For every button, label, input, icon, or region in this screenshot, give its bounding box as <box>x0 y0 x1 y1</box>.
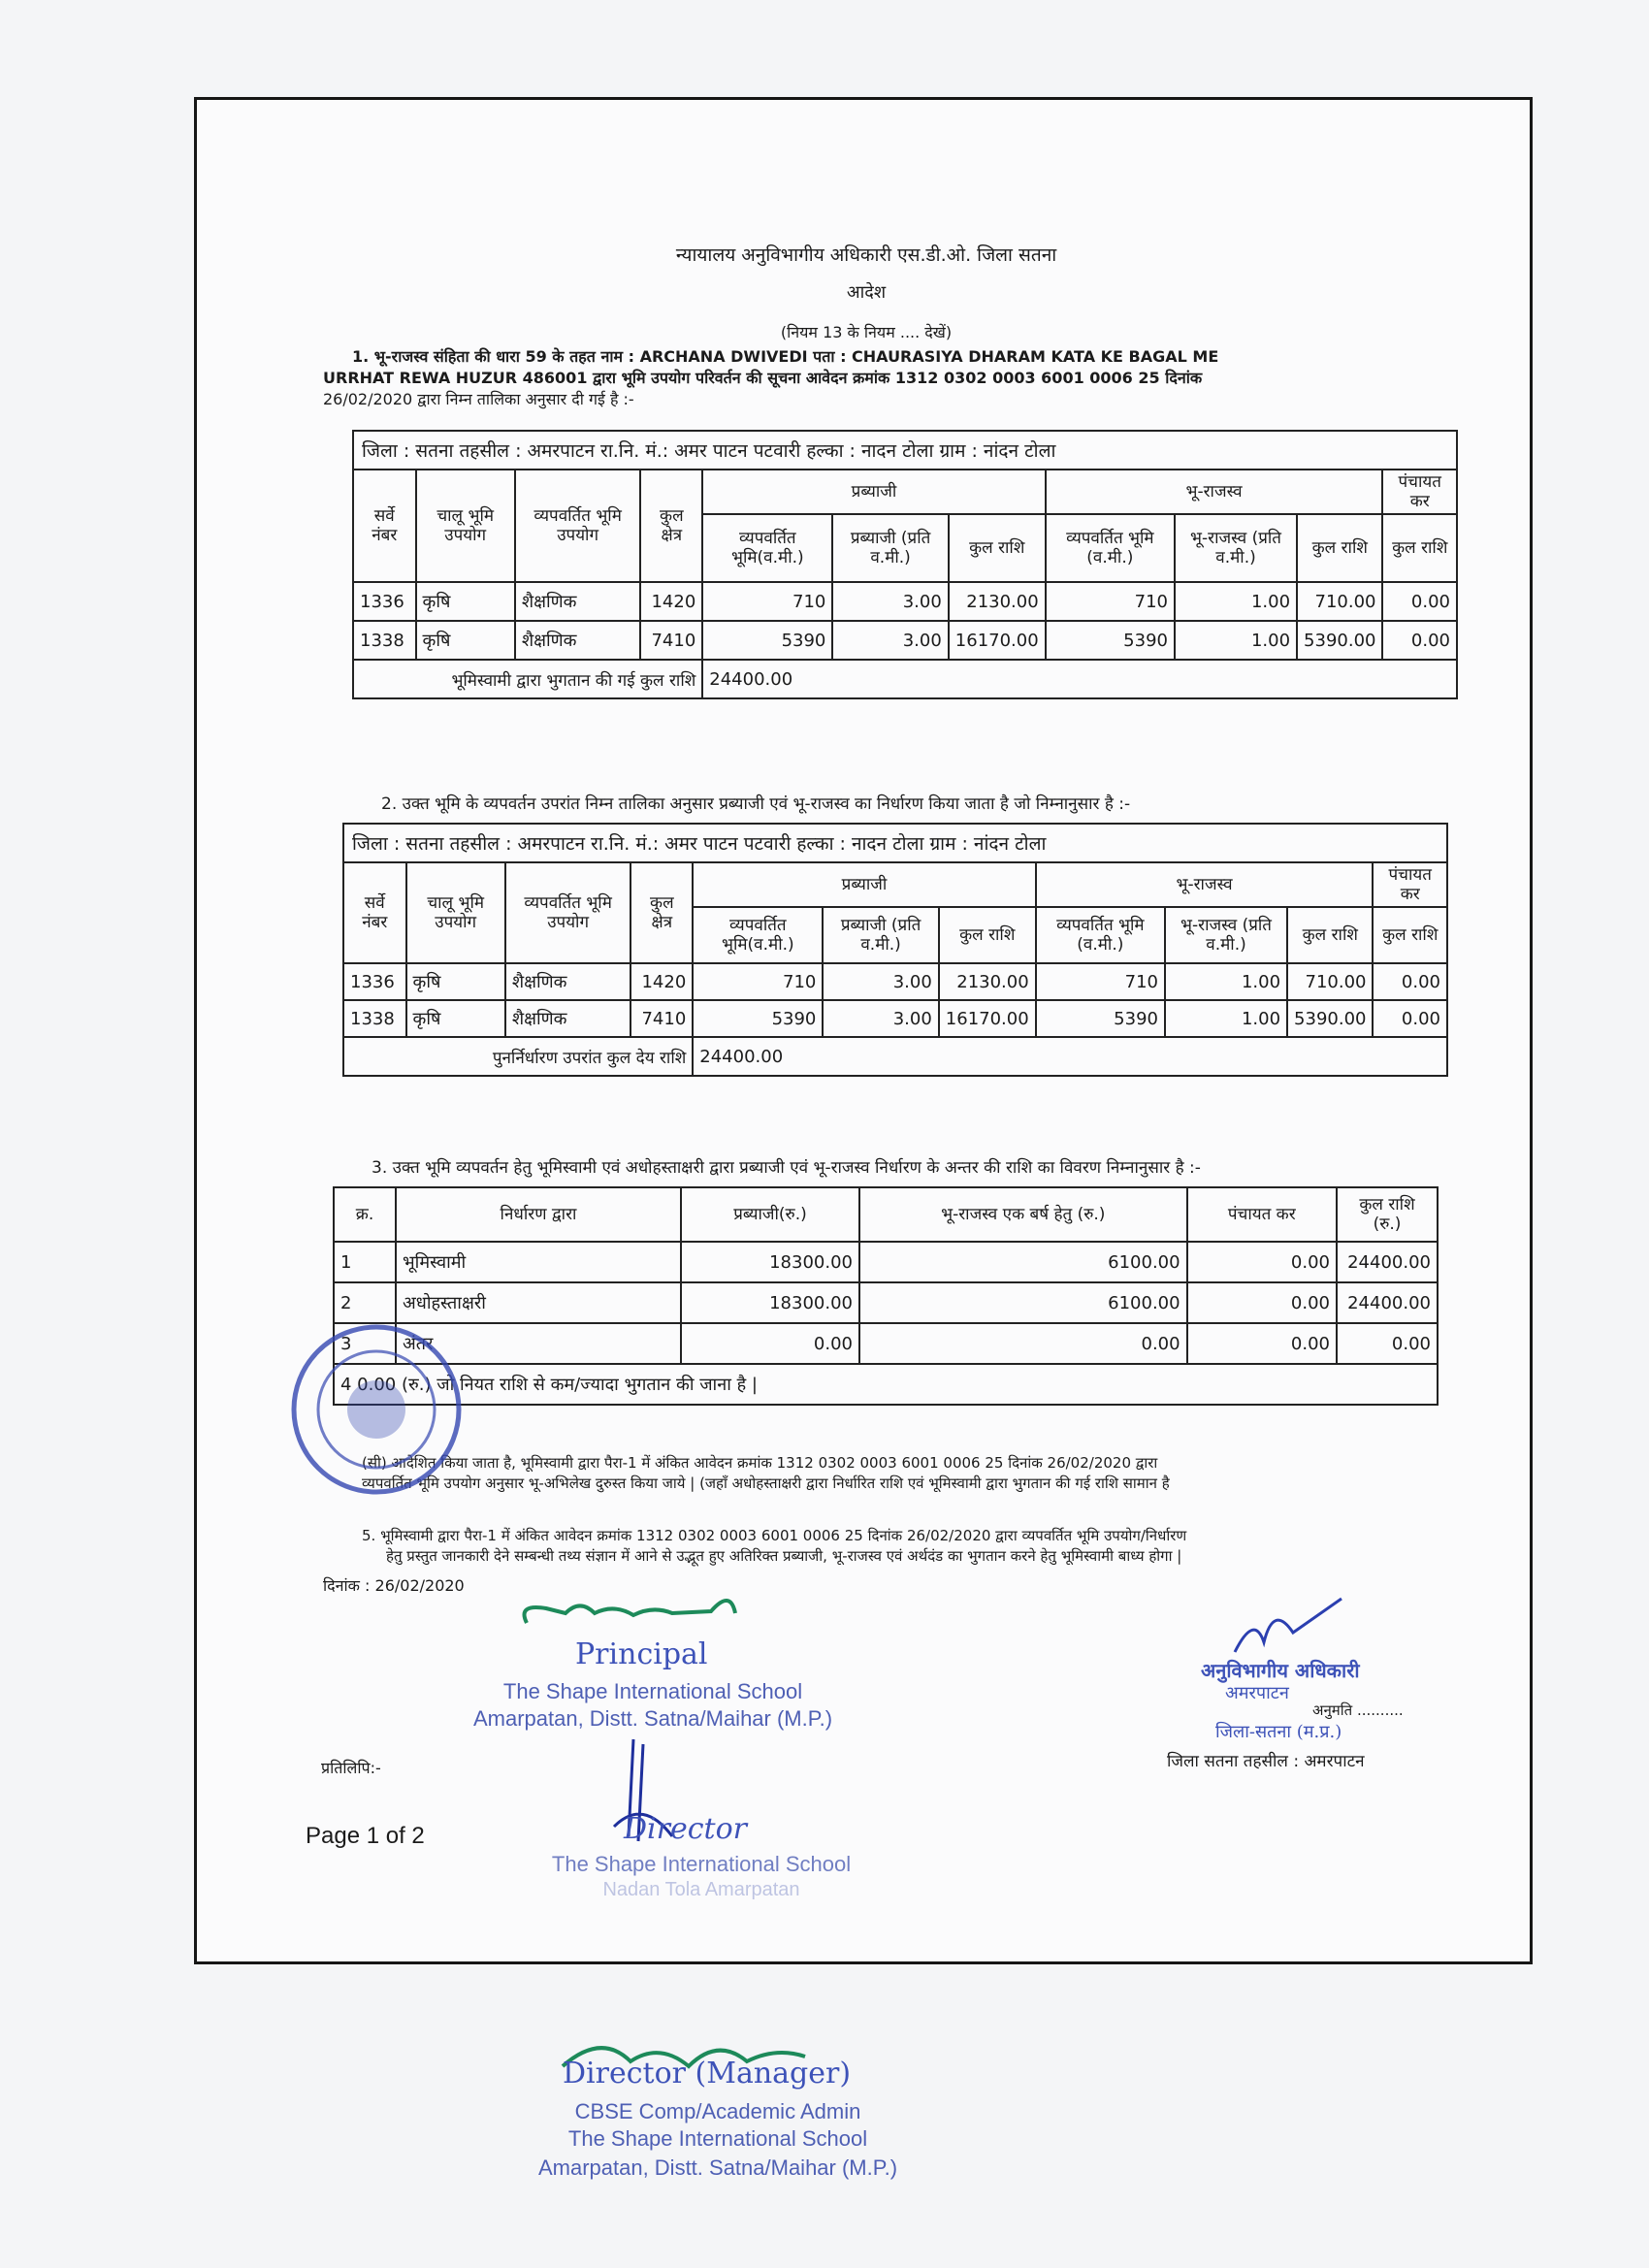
table-2-header-current-use: चालू भूमि उपयोग <box>406 862 505 963</box>
paragraph-4 <box>362 1453 1516 1494</box>
table-1-header-premium-rate: प्रब्याजी (प्रति व.मी.) <box>832 514 948 582</box>
table-2-header-panchayat: पंचायत कर <box>1373 862 1447 907</box>
table-3-header-by: निर्धारण द्वारा <box>396 1187 681 1242</box>
table-cell: 5390.00 <box>1287 1000 1373 1037</box>
table-cell: 6100.00 <box>859 1242 1187 1282</box>
table-cell: 0.00 <box>1337 1323 1438 1364</box>
table-1-header-premium: प्रब्याजी <box>702 470 1045 514</box>
table-cell: 6100.00 <box>859 1282 1187 1323</box>
table-1-header-changed-land-2: व्यपवर्तित भूमि (व.मी.) <box>1046 514 1175 582</box>
table-2-header-premium: प्रब्याजी <box>693 862 1035 907</box>
table-cell: 5390 <box>702 621 832 660</box>
table-1-header-revenue-rate: भू-राजस्व (प्रति व.मी.) <box>1175 514 1297 582</box>
table-1-header-total-2: कुल राशि <box>1297 514 1382 582</box>
copy-label: प्रतिलिपि:- <box>321 1759 381 1777</box>
table-cell: अंतर <box>396 1323 681 1364</box>
table-2-header-revenue: भू-राजस्व <box>1036 862 1374 907</box>
paragraph-5 <box>362 1526 1516 1567</box>
table-cell: 0.00 <box>859 1323 1187 1364</box>
table-2-header-area: कुल क्षेत्र <box>630 862 693 963</box>
table-cell: 16170.00 <box>939 1000 1036 1037</box>
table-cell: 18300.00 <box>681 1242 859 1282</box>
table-cell: 710 <box>693 963 823 1000</box>
table-1-total-value: 24400.00 <box>702 660 1457 698</box>
table-cell: 1338 <box>343 1000 406 1037</box>
table-cell: 2130.00 <box>939 963 1036 1000</box>
principal-signature-icon <box>507 1584 760 1642</box>
table-cell: 1336 <box>353 582 416 621</box>
table-cell: 5390 <box>1036 1000 1165 1037</box>
table-3-header-serial: क्र. <box>334 1187 396 1242</box>
table-row <box>334 1323 1438 1364</box>
table-1-header-changed-land: व्यपवर्तित भूमि(व.मी.) <box>702 514 832 582</box>
table-row <box>334 1242 1438 1282</box>
table-1-header-total: कुल राशि <box>949 514 1046 582</box>
order-date: दिनांक : 26/02/2020 <box>323 1576 465 1595</box>
table-row <box>334 1282 1438 1323</box>
land-use-table-1 <box>352 430 1458 699</box>
table-2-location: जिला : सतना तहसील : अमरपाटन रा.नि. मं.: अमर पाटन पटवारी हल्का : नादन टोला ग्राम : नांदन टोला <box>343 824 1447 862</box>
table-cell: भूमिस्वामी <box>396 1242 681 1282</box>
table-3-header-revenue: भू-राजस्व एक बर्ष हेतु (रु.) <box>859 1187 1187 1242</box>
paragraph-5-line-2: हेतु प्रस्तुत जानकारी देने सम्बन्धी तथ्य संज्ञान में आने से उद्भूत हुए अतिरिक्त प्रब्याजी, भू-राजस्व एवं अर्थदंड का भुगतान करने हेतु भूमिस्वामी बाध्य होगा | <box>386 1547 1182 1565</box>
round-seal-icon <box>284 1317 469 1502</box>
table-cell: 7410 <box>640 621 702 660</box>
manager-role: CBSE Comp/Academic Admin <box>574 2099 861 2123</box>
document-page <box>194 97 1533 1964</box>
table-cell: 710.00 <box>1297 582 1382 621</box>
table-1-total-label: भूमिस्वामी द्वारा भुगतान की गई कुल राशि <box>353 660 702 698</box>
paragraph-4-line-1: (सी) आदेशित किया जाता है, भूमिस्वामी द्वारा पैरा-1 में अंकित आवेदन क्रमांक 1312 0302 0003 6001 0006 25 दिनांक 26/02/2020 द्वारा <box>362 1454 1158 1472</box>
table-cell: शैक्षणिक <box>505 963 631 1000</box>
table-cell: कृषि <box>416 621 515 660</box>
table-cell: कृषि <box>416 582 515 621</box>
table-3-header-total: कुल राशि (रु.) <box>1337 1187 1438 1242</box>
table-3-header-panchayat: पंचायत कर <box>1187 1187 1337 1242</box>
table-3-row-4: 4 0.00 (रु.) जो नियत राशि से कम/ज्यादा भुगतान की जाना है | <box>334 1364 1438 1405</box>
table-cell: 710 <box>1036 963 1165 1000</box>
difference-table <box>333 1186 1439 1406</box>
officer-signature-icon <box>1215 1594 1351 1662</box>
table-cell: 5390 <box>693 1000 823 1037</box>
principal-school: The Shape International School <box>502 1679 803 1703</box>
table-cell: 1420 <box>640 582 702 621</box>
table-cell: 0.00 <box>1373 1000 1447 1037</box>
table-cell: 18300.00 <box>681 1282 859 1323</box>
table-row <box>353 621 1457 660</box>
officer-footer: जिला सतना तहसील : अमरपाटन <box>1167 1752 1365 1771</box>
paragraph-2: 2. उक्त भूमि के व्यपवर्तन उपरांत निम्न तालिका अनुसार प्रब्याजी एवं भू-राजस्व का निर्धारण किया जाता है जो निम्नानुसार है :- <box>381 794 1131 814</box>
table-2-header-total-2: कुल राशि <box>1287 907 1373 963</box>
table-2-total-value: 24400.00 <box>693 1037 1447 1076</box>
table-cell: 1.00 <box>1165 963 1287 1000</box>
table-cell: 24400.00 <box>1337 1282 1438 1323</box>
table-cell: 1.00 <box>1175 582 1297 621</box>
table-1-header-survey: सर्वे नंबर <box>353 470 416 582</box>
table-cell: कृषि <box>406 1000 505 1037</box>
table-cell: 0.00 <box>1187 1242 1337 1282</box>
table-cell: 1 <box>334 1242 396 1282</box>
table-2-header-changed-land: व्यपवर्तित भूमि(व.मी.) <box>693 907 823 963</box>
table-2-header-survey: सर्वे नंबर <box>343 862 406 963</box>
table-1-header-changed-use: व्यपवर्तित भूमि उपयोग <box>515 470 641 582</box>
manager-school: The Shape International School <box>567 2126 868 2151</box>
table-cell: अधोहस्ताक्षरी <box>396 1282 681 1323</box>
table-cell: शैक्षणिक <box>515 582 641 621</box>
director-school: The Shape International School <box>551 1852 852 1876</box>
principal-address: Amarpatan, Distt. Satna/Maihar (M.P.) <box>472 1706 833 1731</box>
paragraph-3: 3. उक्त भूमि व्यपवर्तन हेतु भूमिस्वामी एवं अधोहस्ताक्षरी द्वारा प्रब्याजी एवं भू-राजस्व निर्धारण के अन्तर की राशि का विवरण निम्नानुसार है :- <box>372 1158 1201 1178</box>
paragraph-1-line-1: 1. भू-राजस्व संहिता की धारा 59 के तहत नाम : ARCHANA DWIVEDI पता : CHAURASIYA DHARAM KATA KE BAGAL ME <box>352 347 1219 366</box>
table-1-header-revenue: भू-राजस्व <box>1046 470 1383 514</box>
table-1-location: जिला : सतना तहसील : अमरपाटन रा.नि. मं.: अमर पाटन पटवारी हल्का : नादन टोला ग्राम : नांदन टोला <box>353 431 1457 470</box>
director-title: Director <box>624 1812 748 1846</box>
page-number: Page 1 of 2 <box>306 1823 425 1849</box>
manager-address: Amarpatan, Distt. Satna/Maihar (M.P.) <box>537 2155 898 2180</box>
table-2-total-label: पुनर्निर्धारण उपरांत कुल देय राशि <box>343 1037 693 1076</box>
table-2-header-revenue-rate: भू-राजस्व (प्रति व.मी.) <box>1165 907 1287 963</box>
table-cell: 0.00 <box>1373 963 1447 1000</box>
table-row <box>343 1000 1447 1037</box>
table-1-header-area: कुल क्षेत्र <box>640 470 702 582</box>
table-2-header-panchayat-total: कुल राशि <box>1373 907 1447 963</box>
table-cell: 710 <box>1046 582 1175 621</box>
paragraph-1-line-2: URRHAT REWA HUZUR 486001 द्वारा भूमि उपयोग परिवर्तन की सूचना आवेदन क्रमांक 1312 0302 0003 6001 0006 25 दिनांक <box>323 369 1203 387</box>
officer-title: अनुविभागीय अधिकारी <box>1201 1659 1360 1682</box>
table-cell: 3 <box>334 1323 396 1364</box>
table-2-header-total: कुल राशि <box>939 907 1036 963</box>
table-1-header-current-use: चालू भूमि उपयोग <box>416 470 515 582</box>
paragraph-1 <box>323 346 1516 410</box>
table-2-header-premium-rate: प्रब्याजी (प्रति व.मी.) <box>823 907 938 963</box>
table-row <box>353 582 1457 621</box>
table-cell: 3.00 <box>823 963 938 1000</box>
officer-subtitle: अमरपाटन <box>1225 1683 1289 1703</box>
table-cell: शैक्षणिक <box>505 1000 631 1037</box>
table-cell: 16170.00 <box>949 621 1046 660</box>
court-heading: न्यायालय अनुविभागीय अधिकारी एस.डी.ओ. जिला सतना <box>675 244 1057 266</box>
table-cell: 0.00 <box>1187 1323 1337 1364</box>
table-cell: 5390 <box>1046 621 1175 660</box>
table-3-header-premium: प्रब्याजी(रु.) <box>681 1187 859 1242</box>
table-cell: शैक्षणिक <box>515 621 641 660</box>
director-address: Nadan Tola Amarpatan <box>602 1879 800 1900</box>
order-heading: आदेश <box>846 282 887 303</box>
rule-note: (नियम 13 के नियम .... देखें) <box>780 323 953 341</box>
table-cell: कृषि <box>406 963 505 1000</box>
table-cell: 0.00 <box>681 1323 859 1364</box>
manager-title: Director (Manager) <box>563 2057 852 2090</box>
table-cell: 0.00 <box>1382 582 1457 621</box>
table-cell: 1336 <box>343 963 406 1000</box>
table-cell: 2 <box>334 1282 396 1323</box>
table-cell: 0.00 <box>1187 1282 1337 1323</box>
table-cell: 1.00 <box>1165 1000 1287 1037</box>
land-use-table-2 <box>342 823 1448 1077</box>
table-cell: 1.00 <box>1175 621 1297 660</box>
table-cell: 0.00 <box>1382 621 1457 660</box>
paragraph-4-line-2: व्यपवर्तित भूमि उपयोग अनुसार भू-अभिलेख दुरुस्त किया जाये | (जहाँ अधोहस्ताक्षरी द्वारा निर्धारित राशि एवं भूमिस्वामी द्वारा भुगतान की गई राशि सामान है <box>362 1474 1170 1492</box>
table-cell: 5390.00 <box>1297 621 1382 660</box>
table-cell: 7410 <box>630 1000 693 1037</box>
table-cell: 1420 <box>630 963 693 1000</box>
principal-title: Principal <box>575 1637 708 1671</box>
table-2-header-changed-land-2: व्यपवर्तित भूमि (व.मी.) <box>1036 907 1165 963</box>
table-1-header-panchayat: पंचायत कर <box>1382 470 1457 514</box>
table-cell: 3.00 <box>823 1000 938 1037</box>
table-cell: 3.00 <box>832 582 948 621</box>
officer-signature-label: अनुमति .......... <box>1312 1701 1404 1719</box>
table-2-header-changed-use: व्यपवर्तित भूमि उपयोग <box>505 862 631 963</box>
table-cell: 3.00 <box>832 621 948 660</box>
table-cell: 24400.00 <box>1337 1242 1438 1282</box>
paragraph-1-line-3: 26/02/2020 द्वारा निम्न तालिका अनुसार दी गई है :- <box>323 390 634 408</box>
table-row <box>343 963 1447 1000</box>
table-cell: 710.00 <box>1287 963 1373 1000</box>
table-cell: 2130.00 <box>949 582 1046 621</box>
table-cell: 1338 <box>353 621 416 660</box>
table-1-header-panchayat-total: कुल राशि <box>1382 514 1457 582</box>
officer-district: जिला-सतना (म.प्र.) <box>1215 1722 1342 1742</box>
paragraph-5-line-1: 5. भूमिस्वामी द्वारा पैरा-1 में अंकित आवेदन क्रमांक 1312 0302 0003 6001 0006 25 दिनांक 26/02/2020 द्वारा व्यपवर्तित भूमि उपयोग/निर्धारण <box>362 1527 1187 1544</box>
table-cell: 710 <box>702 582 832 621</box>
